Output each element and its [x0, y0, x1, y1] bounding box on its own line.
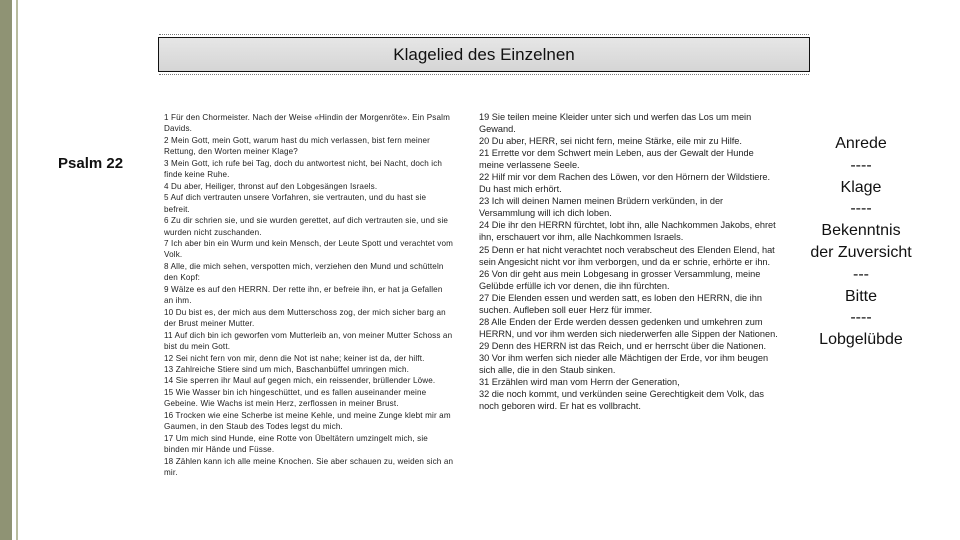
verse: 17 Um mich sind Hunde, eine Rotte von Übeltätern umzingelt mich, sie binden mir Hände und Füsse. — [164, 433, 428, 455]
summary-line: ---- — [850, 200, 872, 218]
summary-line: ---- — [850, 309, 872, 327]
verse: 28 Alle Enden der Erde werden dessen gedenken und umkehren zum HERRN, und vor ihm werden sich niederwerfen alle Sippen der Nationen. — [479, 316, 778, 339]
verse: 29 Denn des HERRN ist das Reich, und er herrscht über die Nationen. — [479, 340, 767, 351]
verse: 30 Vor ihm werfen sich nieder alle Mächtigen der Erde, vor ihm beugen sich alle, die in den Staub sinken. — [479, 352, 769, 375]
verse: 11 Auf dich bin ich geworfen vom Mutterleib an, von meiner Mutter Schoss an bist du mein Gott. — [164, 330, 453, 352]
verse: 18 Zählen kann ich alle meine Knochen. Sie aber schauen zu, weiden sich an mir. — [164, 456, 454, 478]
verse: 15 Wie Wasser bin ich hingeschüttet, und es fallen auseinander meine Gebeine. Wie Wachs ist mein Herz, zerflossen in meiner Brust. — [164, 387, 427, 409]
verse: 2 Mein Gott, mein Gott, warum hast du mich verlassen, bist fern meiner Rettung, den Worten meiner Klage? — [164, 135, 431, 157]
verse: 14 Sie sperren ihr Maul auf gegen mich, ein reissender, brüllender Löwe. — [164, 376, 436, 386]
verse: 7 Ich aber bin ein Wurm und kein Mensch, der Leute Spott und verachtet vom Volk. — [164, 238, 453, 260]
left-accent-bar — [0, 0, 12, 540]
summary-line: Bitte — [844, 287, 877, 305]
verse: 21 Errette vor dem Schwert mein Leben, aus der Gewalt der Hunde meine verlassene Seele. — [479, 148, 754, 171]
verse: 24 Die ihr den HERRN fürchtet, lobt ihn, alle Nachkommen Jakobs, ehret ihn, erschauert vor ihm, alle Nachkommen Israels. — [479, 220, 776, 243]
summary-line: ---- — [850, 156, 872, 174]
verse: 32 die noch kommt, und verkünden seine Gerechtigkeit dem Volk, das noch geboren wird. Er hat es vollbracht. — [479, 389, 764, 412]
title-rule-bottom — [159, 74, 809, 75]
verse: 1 Für den Chormeister. Nach der Weise «Hindin der Morgenröte». Ein Psalm Davids. — [164, 113, 450, 134]
summary-line: der Zuversicht — [810, 243, 912, 261]
summary-line: Lobgelübde — [819, 331, 903, 349]
verse: 27 Die Elenden essen und werden satt, es loben den HERRN, die ihn suchen. Aufleben soll euer Herz für immer. — [479, 292, 762, 315]
verse: 4 Du aber, Heiliger, thronst auf den Lobgesängen Israels. — [164, 181, 378, 191]
verse: 25 Denn er hat nicht verachtet noch verabscheut des Elenden Elend, hat sein Angesicht nicht vor ihm verborgen, und da er schrie, erhörte er ihn. — [479, 244, 775, 267]
verse: 10 Du bist es, der mich aus dem Mutterschoss zog, der mich sicher barg an der Brust meiner Mutter. — [164, 307, 446, 329]
verses-column-right — [479, 111, 779, 412]
verse: 8 Alle, die mich sehen, verspotten mich, verziehen den Mund und schütteln den Kopf: — [164, 261, 444, 283]
structure-summary — [800, 133, 922, 351]
summary-line: --- — [853, 265, 869, 283]
verse: 12 Sei nicht fern von mir, denn die Not ist nahe; keiner ist da, der hilft. — [164, 353, 425, 363]
verse: 13 Zahlreiche Stiere sind um mich, Baschanbüffel umringen mich. — [164, 364, 410, 374]
verse: 19 Sie teilen meine Kleider unter sich und werfen das Los um mein Gewand. — [479, 112, 752, 135]
verse: 20 Du aber, HERR, sei nicht fern, meine Stärke, eile mir zu Hilfe. — [479, 136, 742, 147]
verse: 23 Ich will deinen Namen meinen Brüdern verkünden, in der Versammlung will ich dich loben. — [479, 196, 724, 219]
summary-line: Klage — [840, 178, 882, 196]
verses-column-left — [164, 112, 454, 479]
verse: 22 Hilf mir vor dem Rachen des Löwen, vor den Hörnern der Wildstiere. Du hast mich erhört. — [479, 172, 771, 195]
summary-line: Anrede — [835, 135, 887, 152]
verse: 31 Erzählen wird man vom Herrn der Generation, — [479, 377, 680, 388]
psalm-label: Psalm 22 — [58, 155, 124, 172]
summary-line: Bekenntnis — [821, 222, 901, 240]
verse: 9 Wälze es auf den HERRN. Der rette ihn, er befreie ihn, er hat ja Gefallen an ihm. — [164, 284, 443, 306]
verse: 26 Von dir geht aus mein Lobgesang in grosser Versammlung, meine Gelübde erfülle ich vor denen, die ihn fürchten. — [479, 268, 761, 291]
page-title: Klagelied des Einzelnen — [393, 44, 575, 64]
title-box — [158, 37, 810, 72]
verse: 5 Auf dich vertrauten unsere Vorfahren, sie vertrauten, und du hast sie befreit. — [164, 193, 427, 214]
title-rule-top — [159, 34, 809, 35]
verse: 6 Zu dir schrien sie, und sie wurden gerettet, auf dich vertrauten sie, und sie wurden nicht zuschanden. — [164, 216, 449, 237]
verse: 3 Mein Gott, ich rufe bei Tag, doch du antwortest nicht, bei Nacht, doch ich finde keine Ruhe. — [164, 158, 443, 180]
left-accent-rule — [16, 0, 18, 540]
verse: 16 Trocken wie eine Scherbe ist meine Kehle, und meine Zunge klebt mir am Gaumen, in den Staub des Todes legst du mich. — [164, 410, 451, 432]
